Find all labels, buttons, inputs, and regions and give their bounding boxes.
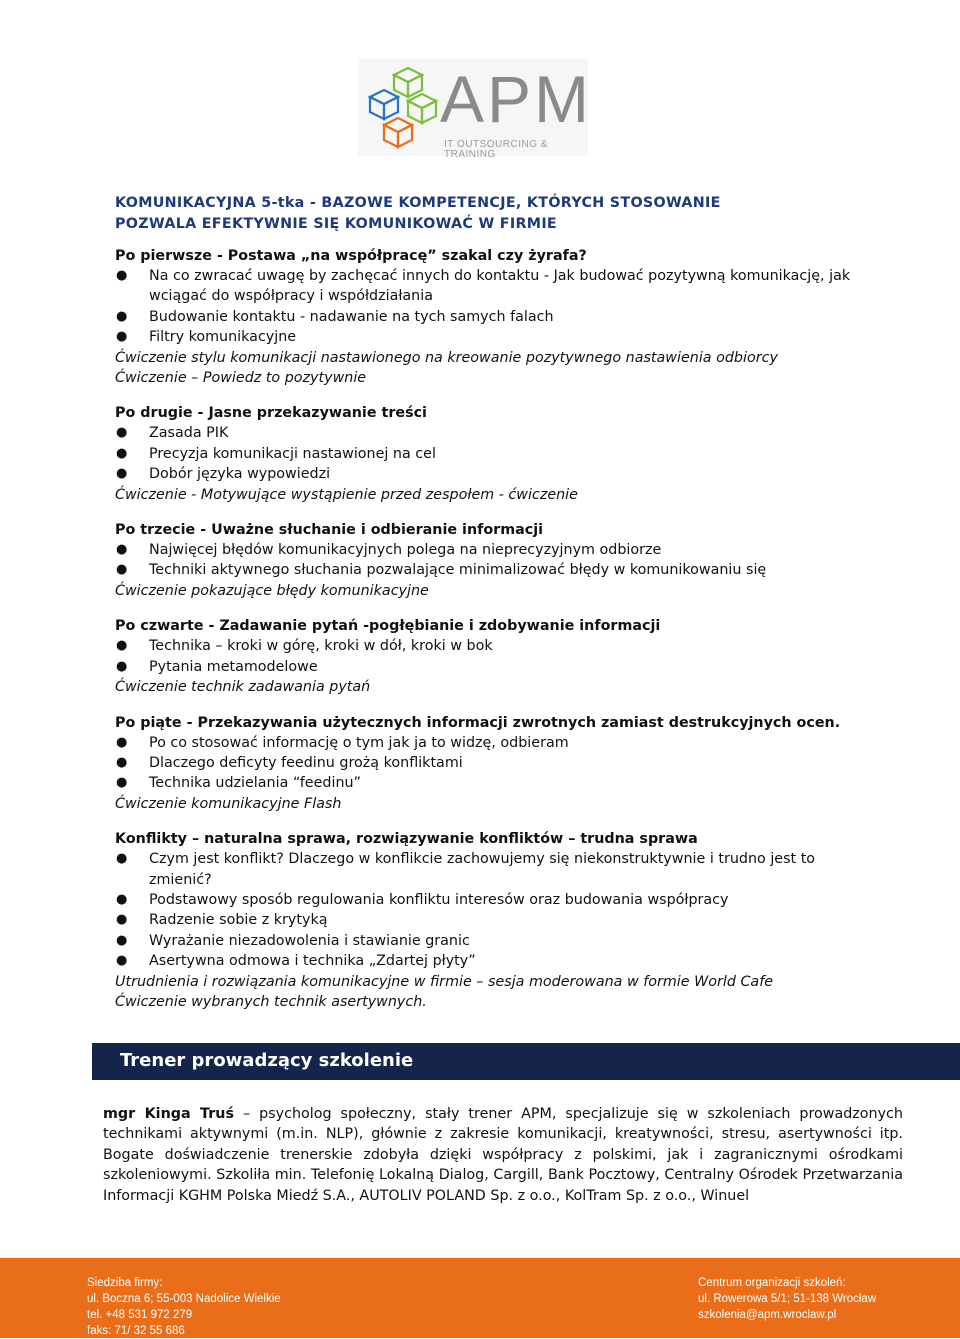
footer [0, 1258, 960, 1338]
bullet-icon: ● [116, 329, 128, 345]
list-item: ● Wyrażanie niezadowolenia i stawianie granic [115, 931, 855, 951]
list-item: ● Po co stosować informację o tym jak ja to widzę, odbieram [115, 733, 855, 753]
bullet-list [115, 849, 855, 971]
bullet-icon: ● [116, 754, 128, 770]
section-title: Po piąte - Przekazywania użytecznych informacji zwrotnych zamiast destrukcyjnych ocen. [115, 714, 841, 731]
bullet-icon: ● [116, 445, 128, 461]
trainer-bio-text: – psycholog społeczny, stały trener APM, specjalizuje się w szkoleniach prowadzonych technikami aktywnymi (m.in. NLP), głównie z zakresie komunikacji, kreatywności, stresu, asertywności itp. Bogate doświadczenie trenerskie zdobyła dzięki współpracy z polskimi, jak i zagranicznymi ośrodkami szkoleniowymi. Szkoliła min. Telefonię Lokalną Dialog, Cargill, Bank Pocztowy, Centralny Ośrodek Przetwarzania Informacji KGHM Polska Miedź S.A., AUTOLIV POLAND Sp. z o.o., KolTram Sp. z o.o., Winuel [103, 1106, 903, 1204]
bullet-list [115, 266, 855, 348]
page-title-line1: KOMUNIKACYJNA 5-tka - BAZOWE KOMPETENCJE, KTÓRYCH STOSOWANIE [115, 195, 721, 211]
list-item: ● Filtry komunikacyjne [115, 327, 855, 347]
exercise: Ćwiczenie – Powiedz to pozytywnie [115, 370, 367, 387]
section-konflikty [115, 829, 855, 1012]
document-body [115, 193, 855, 1027]
exercise: Ćwiczenie komunikacyjne Flash [115, 795, 342, 812]
footer-headquarters [87, 1275, 281, 1339]
bullet-list [115, 733, 855, 794]
footer-training-center [698, 1275, 876, 1323]
section-title: Po drugie - Jasne przekazywanie treści [115, 405, 427, 422]
bullet-icon: ● [116, 562, 128, 578]
bullet-icon: ● [116, 658, 128, 674]
bullet-icon: ● [116, 268, 128, 283]
footer-address: ul. Rowerowa 5/1; 51-138 Wrocław [698, 1293, 877, 1305]
bullet-icon: ● [116, 638, 128, 654]
trainer-header-bar [92, 1043, 960, 1080]
footer-email[interactable]: szkolenia@apm.wroclaw.pl [698, 1309, 837, 1321]
logo-tagline: IT OUTSOURCING & TRAINING [444, 139, 548, 160]
bullet-list [115, 636, 855, 677]
trainer-bio [103, 1104, 903, 1206]
exercise: Ćwiczenie stylu komunikacji nastawionego na kreowanie pozytywnego nastawienia odbiorcy [115, 349, 778, 366]
section-sluchanie [115, 520, 855, 601]
footer-address: ul. Boczna 6; 55-003 Nadolice Wielkie [87, 1293, 281, 1305]
exercise: Ćwiczenie pokazujące błędy komunikacyjne [115, 582, 429, 599]
page-title [115, 193, 855, 235]
cubes-icon [366, 64, 442, 152]
list-item: ● Dobór języka wypowiedzi [115, 464, 855, 484]
bullet-icon: ● [116, 775, 128, 791]
list-item: ● Zasada PIK [115, 423, 855, 443]
footer-phone: tel. +48 531 972 279 [87, 1309, 193, 1321]
bullet-icon: ● [116, 466, 128, 482]
section-title: Konflikty – naturalna sprawa, rozwiązywanie konfliktów – trudna sprawa [115, 831, 698, 848]
footer-heading: Centrum organizacji szkoleń: [698, 1277, 846, 1289]
bullet-icon: ● [116, 542, 128, 558]
bullet-icon: ● [116, 953, 128, 969]
exercise: Ćwiczenie technik zadawania pytań [115, 679, 371, 696]
bullet-list [115, 540, 855, 581]
bullet-icon: ● [116, 912, 128, 928]
exercise: Utrudnienia i rozwiązania komunikacyjne w firmie – sesja moderowana w formie World Cafe [115, 973, 774, 990]
trainer-heading: Trener prowadzący szkolenie [120, 1050, 414, 1071]
section-informacje-zwrotne [115, 713, 855, 815]
section-postawa [115, 246, 855, 388]
bullet-list [115, 423, 855, 484]
footer-heading: Siedziba firmy: [87, 1277, 163, 1289]
bullet-icon: ● [116, 851, 128, 867]
list-item: ● Pytania metamodelowe [115, 657, 855, 677]
list-item: ● Technika – kroki w górę, kroki w dół, kroki w bok [115, 636, 855, 656]
bullet-icon: ● [116, 425, 128, 441]
bullet-icon: ● [116, 891, 128, 907]
bullet-icon: ● [116, 308, 128, 324]
section-jasne-przekazywanie [115, 403, 855, 505]
list-item: ● Asertywna odmowa i technika „Zdartej płyty” [115, 951, 855, 971]
section-pytania [115, 616, 855, 697]
apm-logo [358, 58, 593, 160]
logo-wordmark: APM [440, 62, 593, 136]
trainer-name: mgr Kinga Truś [103, 1106, 234, 1122]
list-item: ● Czym jest konflikt? Dlaczego w konflikcie zachowujemy się niekonstruktywnie i trudno jest to zmienić? [116, 851, 816, 888]
section-title: Po pierwsze - Postawa „na współpracę” szakal czy żyrafa? [115, 248, 587, 264]
list-item: ● Budowanie kontaktu - nadawanie na tych samych falach [115, 307, 855, 327]
list-item: ● Techniki aktywnego słuchania pozwalające minimalizować błędy w komunikowaniu się [115, 560, 855, 580]
page-title-line2: POZWALA EFEKTYWNIE SIĘ KOMUNIKOWAĆ W FIRMIE [115, 216, 558, 232]
list-item: ● Dlaczego deficyty feedinu grożą konfliktami [115, 753, 855, 773]
list-item: ● Na co zwracać uwagę by zachęcać innych do kontaktu - Jak budować pozytywną komunikację, jak wciągać do współpracy i współdziałania [116, 268, 851, 305]
exercise: Ćwiczenie - Motywujące wystąpienie przed zespołem - ćwiczenie [115, 486, 578, 503]
list-item: ● Technika udzielania “feedinu” [115, 773, 855, 793]
bullet-icon: ● [116, 932, 128, 948]
bullet-icon: ● [116, 734, 128, 750]
section-title: Po czwarte - Zadawanie pytań -pogłębianie i zdobywanie informacji [115, 618, 661, 635]
footer-fax: faks: 71/ 32 55 686 [87, 1325, 185, 1337]
section-title: Po trzecie - Uważne słuchanie i odbieranie informacji [115, 522, 544, 539]
list-item: ● Podstawowy sposób regulowania konfliktu interesów oraz budowania współpracy [115, 890, 855, 910]
list-item: ● Radzenie sobie z krytyką [115, 910, 855, 930]
list-item: ● Najwięcej błędów komunikacyjnych polega na nieprecyzyjnym odbiorze [115, 540, 855, 560]
exercise: Ćwiczenie wybranych technik asertywnych. [115, 993, 427, 1010]
list-item: ● Precyzja komunikacji nastawionej na cel [115, 444, 855, 464]
